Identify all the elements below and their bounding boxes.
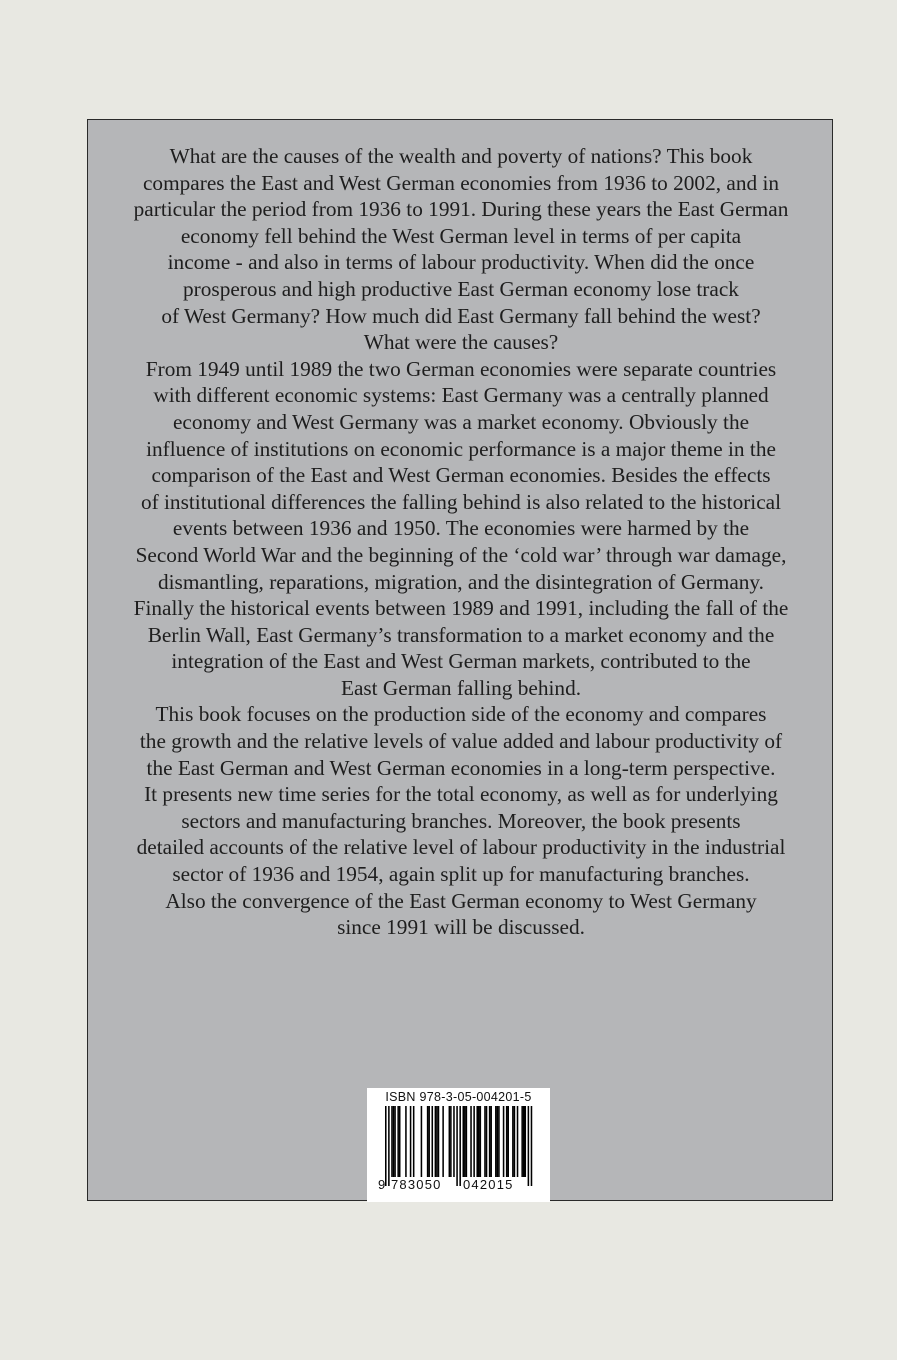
barcode-bar (489, 1106, 491, 1177)
barcode-bar (531, 1106, 533, 1186)
barcode-bar (391, 1106, 393, 1177)
blurb-line: dismantling, reparations, migration, and the disintegration of Germany. (157, 569, 765, 594)
blurb-text (88, 143, 834, 941)
blurb-line: From 1949 until 1989 the two German economies were separate countries (145, 356, 777, 381)
barcode-bar (410, 1106, 412, 1177)
barcode-bar (498, 1106, 500, 1177)
blurb-line: the East German and West German economies in a long-term perspective. (146, 755, 776, 780)
blurb-line: with different economic systems: East Germany was a centrally planned (153, 383, 769, 408)
blurb-line: comparison of the East and West German economies. Besides the effects (151, 463, 771, 488)
blurb-line: the growth and the relative levels of value added and labour productivity of (139, 729, 783, 754)
barcode-bar (480, 1106, 482, 1177)
blurb-line: Finally the historical events between 1989 and 1991, including the fall of the (133, 596, 789, 621)
barcode-bar (525, 1106, 527, 1177)
blurb-line: economy fell behind the West German level in terms of per capita (180, 223, 742, 248)
blurb-line: This book focuses on the production side of the economy and compares (155, 702, 767, 727)
barcode-bar (413, 1106, 415, 1177)
blurb-line: sectors and manufacturing branches. Moreover, the book presents (181, 808, 741, 833)
barcode-bar (385, 1106, 387, 1186)
blurb-line: prosperous and high productive East German economy lose track (183, 276, 739, 301)
barcode-bar (405, 1106, 407, 1177)
blurb-line: influence of institutions on economic performance is a major theme in the (146, 436, 776, 461)
blurb-line: of West Germany? How much did East Germany fall behind the west? (161, 303, 761, 328)
ean-first-digit: 9 (378, 1177, 386, 1192)
blurb-line: events between 1936 and 1950. The economies were harmed by the (172, 516, 750, 541)
barcode-bar (478, 1106, 480, 1177)
barcode-bar (503, 1106, 505, 1177)
blurb-line: Also the convergence of the East German economy to West Germany (165, 888, 757, 913)
barcode-bar (517, 1106, 519, 1177)
isbn-label: ISBN 978-3-05-004201-5 (385, 1090, 532, 1104)
barcode-bar (397, 1106, 399, 1177)
blurb-line: sector of 1936 and 1954, again split up for manufacturing branches. (172, 862, 750, 887)
barcode-bar (399, 1106, 401, 1177)
barcode-bar (432, 1106, 434, 1177)
ean-left-digits: 783050 (391, 1177, 442, 1192)
blurb-line: integration of the East and West German markets, contributed to the (171, 649, 751, 674)
barcode-bar (428, 1106, 430, 1177)
blurb-line: economy and West Germany was a market economy. Obviously the (172, 409, 750, 434)
blurb-line: particular the period from 1936 to 1991. During these years the East German (133, 197, 789, 222)
barcode-bar (512, 1106, 514, 1177)
barcode-bar (436, 1106, 438, 1177)
barcode-bar (438, 1106, 440, 1177)
barcode-bar (486, 1106, 488, 1177)
blurb-line: Berlin Wall, East Germany’s transformation to a market economy and the (147, 622, 775, 647)
back-cover-panel (87, 119, 833, 1201)
blurb-line: What are the causes of the wealth and poverty of nations? This book (169, 144, 753, 168)
barcode-bar (459, 1106, 461, 1186)
barcode-bar (466, 1106, 468, 1177)
isbn-barcode (367, 1088, 550, 1202)
blurb-line: Second World War and the beginning of the ‘cold war’ through war damage, (135, 542, 787, 567)
barcode-bar (476, 1106, 478, 1177)
barcode-bar (495, 1106, 497, 1177)
barcode-bar (456, 1106, 458, 1186)
blurb-line: detailed accounts of the relative level of labour productivity in the industrial (136, 835, 786, 860)
barcode-bar (450, 1106, 452, 1177)
barcode-bar (394, 1106, 396, 1177)
barcode-bar (507, 1106, 509, 1177)
barcode-bar (463, 1106, 465, 1177)
barcode-bar (427, 1106, 429, 1177)
barcode-bar (388, 1106, 390, 1186)
blurb-line: What were the causes? (363, 330, 559, 355)
barcode-bar (523, 1106, 525, 1177)
blurb-line: income - and also in terms of labour productivity. When did the once (167, 250, 755, 275)
blurb-line: It presents new time series for the total economy, as well as for underlying (144, 782, 778, 807)
blurb-line: since 1991 will be discussed. (337, 915, 585, 940)
barcode-bar (470, 1106, 472, 1177)
barcode-bar (393, 1106, 395, 1177)
barcode-bar (421, 1106, 423, 1177)
barcode-bar (435, 1106, 437, 1177)
barcode-bar (514, 1106, 516, 1177)
barcode-bar (442, 1106, 444, 1177)
barcode-bar (521, 1106, 523, 1177)
blurb-line: East German falling behind. (340, 675, 582, 700)
barcode-bar (484, 1106, 486, 1177)
blurb-line: compares the East and West German economies from 1936 to 2002, and in (142, 170, 780, 195)
blurb-line: of institutional differences the falling behind is also related to the historical (140, 489, 782, 514)
ean-right-digits: 042015 (463, 1177, 514, 1192)
barcode-bar (497, 1106, 499, 1177)
barcode-bar (506, 1106, 508, 1177)
barcode-bar (528, 1106, 530, 1186)
barcode-bar (449, 1106, 451, 1177)
barcode-bar (464, 1106, 466, 1177)
barcode-bar (490, 1106, 492, 1177)
barcode-bar (453, 1106, 455, 1177)
barcode-bar (473, 1106, 475, 1177)
ean-digits (367, 1177, 550, 1193)
